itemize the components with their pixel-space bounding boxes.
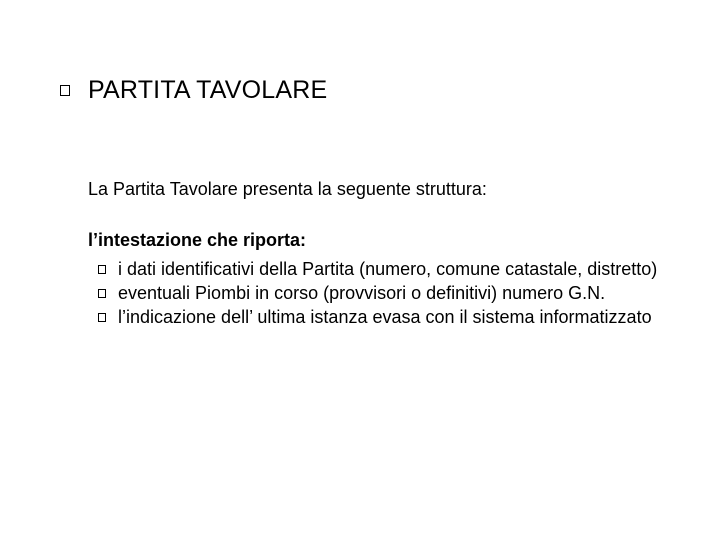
hollow-square-icon	[98, 289, 106, 298]
list-item-text: l’indicazione dell’ ultima istanza evasa con il sistema informatizzato	[118, 307, 652, 327]
hollow-square-icon	[60, 85, 70, 96]
slide-title: PARTITA TAVOLARE	[88, 76, 328, 104]
bullet-list	[98, 257, 678, 329]
hollow-square-icon	[98, 313, 106, 322]
list-item	[98, 281, 678, 305]
list-item	[98, 257, 678, 281]
hollow-square-icon	[98, 265, 106, 274]
title-row	[60, 76, 327, 105]
list-item	[98, 305, 678, 329]
intro-text: La Partita Tavolare presenta la seguente struttura:	[88, 179, 487, 199]
section-heading: l’intestazione che riporta:	[88, 230, 307, 250]
list-item-text: i dati identificativi della Partita (numero, comune catastale, distretto)	[118, 259, 658, 279]
list-item-text: eventuali Piombi in corso (provvisori o definitivi) numero G.N.	[118, 283, 606, 303]
